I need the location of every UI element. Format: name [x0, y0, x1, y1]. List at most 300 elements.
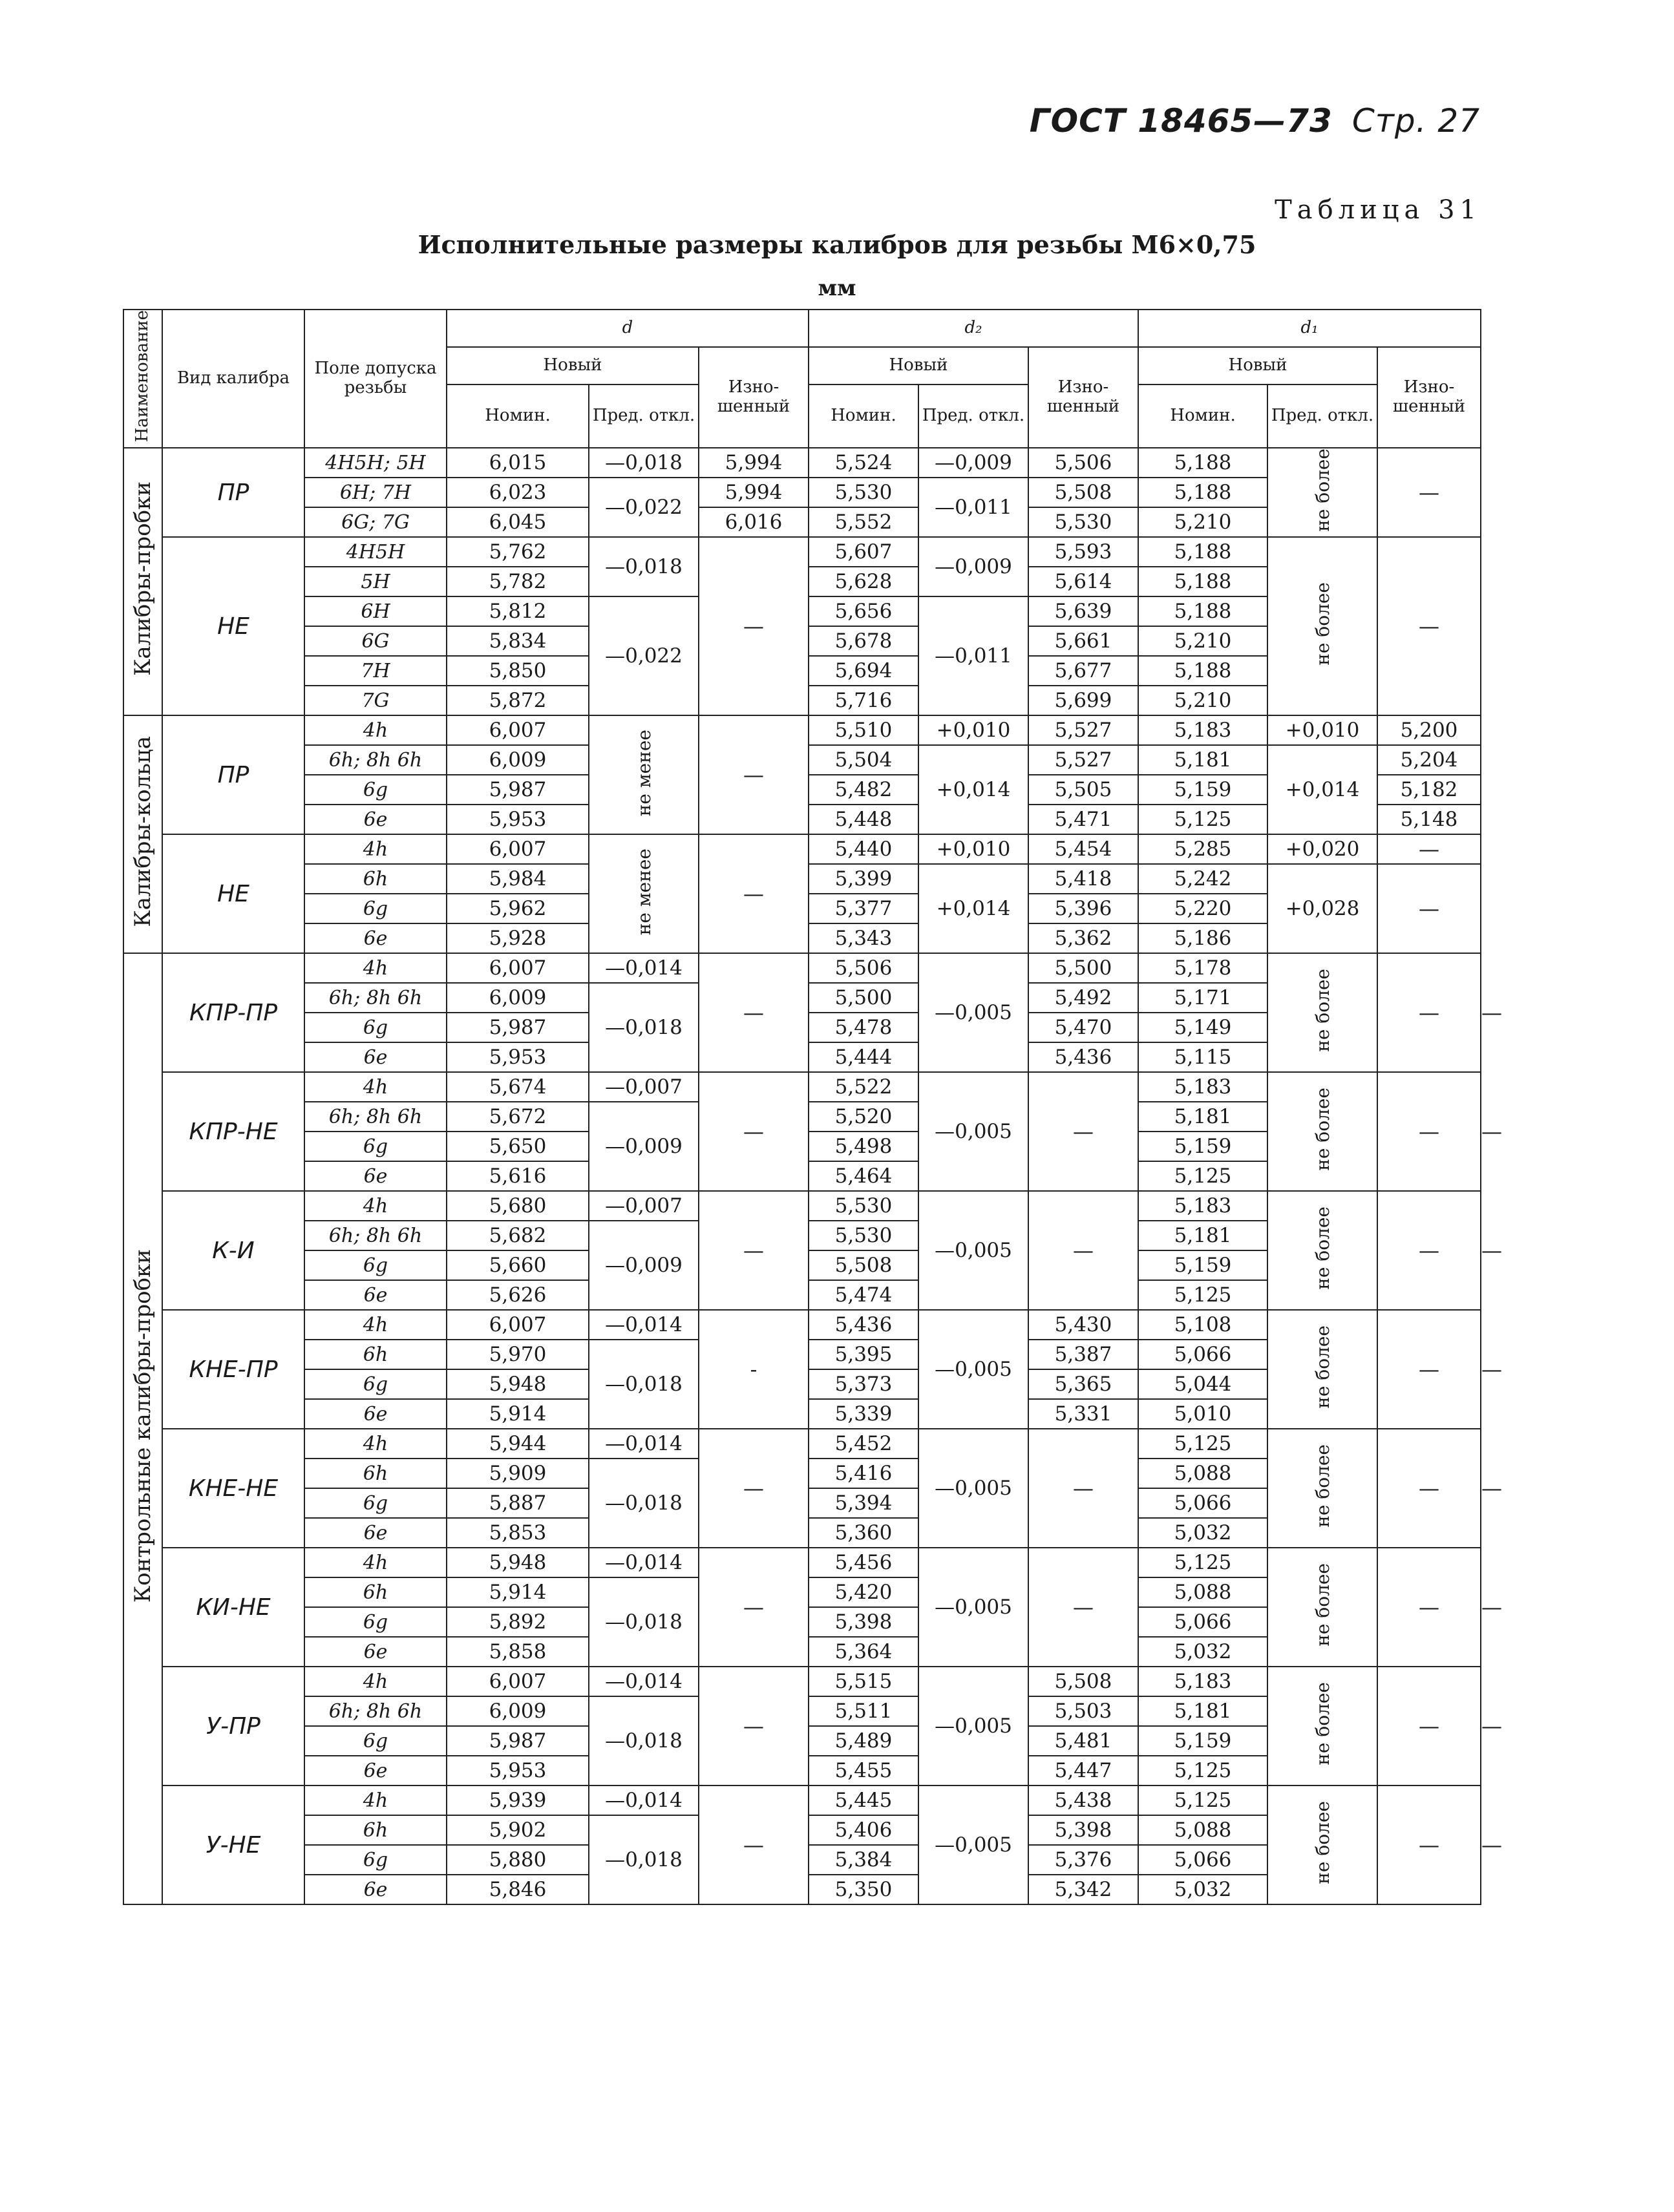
d-nominal: 6,009 — [447, 745, 589, 775]
d-nominal: 5,909 — [447, 1459, 589, 1488]
d-deviation: —0,014 — [589, 1310, 699, 1340]
d1-nominal: 5,125 — [1138, 1785, 1267, 1815]
d2-worn: 5,430 — [1028, 1310, 1138, 1340]
d2-deviation: —0,005 — [918, 953, 1028, 1072]
d1-nominal: 5,125 — [1138, 805, 1267, 834]
d1-limit-note: не более — [1267, 1667, 1377, 1785]
d-nominal: 5,962 — [447, 894, 589, 923]
table-body — [123, 448, 1503, 1904]
table-row — [123, 834, 1481, 864]
tolerance-field: 6g — [304, 1845, 447, 1875]
table-row — [123, 537, 1481, 567]
d2-nominal: 5,406 — [809, 1815, 918, 1845]
d1-nominal: 5,125 — [1138, 1429, 1267, 1459]
d1-nominal: 5,066 — [1138, 1488, 1267, 1518]
d2-nominal: 5,478 — [809, 1013, 918, 1042]
d1-nominal: 5,181 — [1138, 745, 1267, 775]
tolerance-field: 6h — [304, 1577, 447, 1607]
d-deviation: —0,018 — [589, 1459, 699, 1548]
tolerance-field: 6G — [304, 626, 447, 656]
d2-worn: 5,527 — [1028, 715, 1138, 745]
d2-worn: 5,436 — [1028, 1042, 1138, 1072]
tolerance-field: 6h; 8h 6h — [304, 745, 447, 775]
d2-nominal: 5,444 — [809, 1042, 918, 1072]
d1-nominal: 5,066 — [1138, 1845, 1267, 1875]
d-worn: 5,994 — [699, 478, 809, 507]
d2-worn: 5,661 — [1028, 626, 1138, 656]
d1-nominal: 5,149 — [1138, 1013, 1267, 1042]
d2-nominal: 5,489 — [809, 1726, 918, 1756]
col-d-header: d — [447, 310, 809, 347]
d-nominal: 6,009 — [447, 1696, 589, 1726]
d-limit-note: не менее — [589, 834, 699, 953]
d-nominal: 5,850 — [447, 656, 589, 686]
col-d1-header: d₁ — [1138, 310, 1481, 347]
d-nominal: 5,953 — [447, 1042, 589, 1072]
d2-deviation: —0,005 — [918, 1191, 1028, 1310]
d1-nominal: 5,210 — [1138, 686, 1267, 715]
d-deviation: —0,007 — [589, 1072, 699, 1102]
d1-nominal: 5,032 — [1138, 1637, 1267, 1667]
tolerance-field: 6g — [304, 1013, 447, 1042]
d-nominal: 6,007 — [447, 715, 589, 745]
gauge-kind: КПР-ПР — [162, 953, 304, 1072]
d2-nominal: 5,398 — [809, 1607, 918, 1637]
d-worn: — — [699, 1429, 809, 1548]
d2-nominal: 5,524 — [809, 448, 918, 478]
gauge-kind: НЕ — [162, 537, 304, 715]
table-row: У-ПР 4h 6,007 —0,014 — 5,515 —0,005 5,508 5,183 не более — — — [123, 1667, 1481, 1696]
tolerance-field: 6h — [304, 1815, 447, 1845]
d2-deviation: —0,009 — [918, 537, 1028, 596]
d-nominal: 5,944 — [447, 1429, 589, 1459]
d1-nominal: 5,220 — [1138, 894, 1267, 923]
d1-nominal: 5,171 — [1138, 983, 1267, 1013]
d-nominal: 6,023 — [447, 478, 589, 507]
table-row: КИ-НЕ 4h 5,948 —0,014 — 5,456 —0,005 — 5,125 не более — — — [123, 1548, 1481, 1577]
d-nominal: 5,953 — [447, 805, 589, 834]
d-nominal: 5,872 — [447, 686, 589, 715]
tolerance-field: 6g — [304, 1250, 447, 1280]
gauge-kind: У-НЕ — [162, 1785, 304, 1904]
tolerance-field: 6g — [304, 775, 447, 805]
tolerance-field: 4h — [304, 1667, 447, 1696]
d2-nominal: 5,508 — [809, 1250, 918, 1280]
group-name: Калибры-кольца — [123, 715, 162, 953]
d2-worn: 5,481 — [1028, 1726, 1138, 1756]
tolerance-field: 6e — [304, 1875, 447, 1904]
d2-nominal: 5,716 — [809, 686, 918, 715]
d2-worn: 5,500 — [1028, 953, 1138, 983]
d-nominal: 5,928 — [447, 923, 589, 953]
d2-nominal: 5,440 — [809, 834, 918, 864]
d1-nominal: 5,186 — [1138, 923, 1267, 953]
gauge-kind: КИ-НЕ — [162, 1548, 304, 1667]
d2-nominal: 5,530 — [809, 478, 918, 507]
tolerance-field: 4h — [304, 834, 447, 864]
d2-nominal: 5,420 — [809, 1577, 918, 1607]
d1-nominal: 5,183 — [1138, 715, 1267, 745]
d2-worn: 5,527 — [1028, 745, 1138, 775]
d2-nominal: 5,364 — [809, 1637, 918, 1667]
tolerance-field: 4H5H; 5H — [304, 448, 447, 478]
d2-nominal: 5,607 — [809, 537, 918, 567]
d2-nominal: 5,694 — [809, 656, 918, 686]
table-number: Таблица 31 — [1275, 195, 1481, 225]
d-deviation: —0,022 — [589, 596, 699, 715]
d2-worn: 5,470 — [1028, 1013, 1138, 1042]
gauge-kind: У-ПР — [162, 1667, 304, 1785]
tolerance-field: 4h — [304, 1429, 447, 1459]
d1-nominal: 5,181 — [1138, 1696, 1267, 1726]
d1-nominal: 5,183 — [1138, 1191, 1267, 1221]
d-nominal: 5,672 — [447, 1102, 589, 1132]
d-worn: — — [699, 537, 809, 715]
d-nominal: 5,853 — [447, 1518, 589, 1548]
d1-nominal: 5,088 — [1138, 1459, 1267, 1488]
d2-nominal: 5,456 — [809, 1548, 918, 1577]
gauge-kind: КНЕ-ПР — [162, 1310, 304, 1429]
d2-nominal: 5,482 — [809, 775, 918, 805]
d2-nominal: 5,360 — [809, 1518, 918, 1548]
page-header — [1030, 102, 1480, 140]
d2-nominal: 5,504 — [809, 745, 918, 775]
d-deviation: —0,022 — [589, 478, 699, 537]
d-deviation: —0,018 — [589, 537, 699, 596]
tolerance-field: 4h — [304, 715, 447, 745]
d-nom-header: Номин. — [447, 384, 589, 448]
unit-label: мм — [818, 275, 856, 301]
d-deviation: —0,014 — [589, 1785, 699, 1815]
d2-deviation: —0,009 — [918, 448, 1028, 478]
d-nominal: 5,674 — [447, 1072, 589, 1102]
gauge-kind: ПР — [162, 715, 304, 834]
tolerance-field: 6h; 8h 6h — [304, 1102, 447, 1132]
d2-deviation: —0,011 — [918, 596, 1028, 715]
d1-worn: — — [1377, 864, 1481, 953]
d2-new-header: Новый — [809, 347, 1028, 384]
d1-limit-note: не более — [1267, 1072, 1377, 1191]
d1-nominal: 5,044 — [1138, 1369, 1267, 1399]
d-deviation: —0,009 — [589, 1102, 699, 1191]
page-number: Стр. 27 — [1351, 102, 1480, 140]
d-nominal: 5,914 — [447, 1399, 589, 1429]
d2-nominal: 5,445 — [809, 1785, 918, 1815]
d-worn: — — [699, 1667, 809, 1785]
d2-nominal: 5,678 — [809, 626, 918, 656]
d2-deviation: —0,005 — [918, 1667, 1028, 1785]
d-dev-header: Пред. откл. — [589, 384, 699, 448]
d1-worn: 5,148 — [1377, 805, 1481, 834]
d1-nominal: 5,088 — [1138, 1815, 1267, 1845]
d2-deviation: +0,014 — [918, 745, 1028, 834]
d1-limit-note: не более — [1267, 1429, 1377, 1548]
tolerance-field: 6h — [304, 1340, 447, 1369]
d2-deviation: +0,014 — [918, 864, 1028, 953]
table-row — [123, 715, 1481, 745]
d2-nominal: 5,520 — [809, 1102, 918, 1132]
d1-nominal: 5,159 — [1138, 1726, 1267, 1756]
d2-worn: 5,447 — [1028, 1756, 1138, 1785]
col-kind-header: Вид калибра — [162, 310, 304, 448]
d1-nominal: 5,210 — [1138, 626, 1267, 656]
d1-nominal: 5,181 — [1138, 1102, 1267, 1132]
tolerance-field: 6h; 8h 6h — [304, 1221, 447, 1250]
d1-nominal: 5,188 — [1138, 478, 1267, 507]
d1-worn: — — [1377, 448, 1481, 537]
tolerance-field: 6e — [304, 923, 447, 953]
d2-worn: 5,506 — [1028, 448, 1138, 478]
d2-worn: 5,438 — [1028, 1785, 1138, 1815]
d-nominal: 5,914 — [447, 1577, 589, 1607]
d1-nominal: 5,188 — [1138, 567, 1267, 596]
d-deviation: —0,018 — [589, 448, 699, 478]
table-row: У-НЕ 4h 5,939 —0,014 — 5,445 —0,005 5,438 5,125 не более — — — [123, 1785, 1481, 1815]
d2-nominal: 5,511 — [809, 1696, 918, 1726]
d1-nominal: 5,178 — [1138, 953, 1267, 983]
d2-deviation: —0,005 — [918, 1785, 1028, 1904]
gauge-table — [123, 309, 1503, 1905]
d1-deviation: +0,028 — [1267, 864, 1377, 953]
d2-nominal: 5,464 — [809, 1161, 918, 1191]
d1-limit-note: не более — [1267, 1785, 1377, 1904]
tolerance-field: 6e — [304, 1518, 447, 1548]
gauge-kind: ПР — [162, 448, 304, 537]
tolerance-field: 6h — [304, 864, 447, 894]
d-nominal: 6,009 — [447, 983, 589, 1013]
d2-worn: — — [1028, 1072, 1138, 1191]
table-row: Контрольные калибры-пробки КПР-ПР 4h 6,007 —0,014 — 5,506 —0,005 5,500 5,178 не более — — — [123, 953, 1481, 983]
d2-nominal: 5,377 — [809, 894, 918, 923]
d1-new-header: Новый — [1138, 347, 1377, 384]
d1-limit-note: не более — [1267, 448, 1377, 537]
tolerance-field: 6e — [304, 805, 447, 834]
d1-nominal: 5,010 — [1138, 1399, 1267, 1429]
d-nominal: 5,660 — [447, 1250, 589, 1280]
d1-nominal: 5,066 — [1138, 1607, 1267, 1637]
d-nominal: 6,045 — [447, 507, 589, 537]
d2-nominal: 5,384 — [809, 1845, 918, 1875]
d-nominal: 5,939 — [447, 1785, 589, 1815]
d2-worn: 5,614 — [1028, 567, 1138, 596]
d-nominal: 6,007 — [447, 1667, 589, 1696]
d1-limit-note: не более — [1267, 537, 1377, 715]
tolerance-field: 4h — [304, 1785, 447, 1815]
d-nominal: 6,007 — [447, 953, 589, 983]
d2-nominal: 5,515 — [809, 1667, 918, 1696]
tolerance-field: 6e — [304, 1637, 447, 1667]
d-deviation: —0,018 — [589, 1340, 699, 1429]
d1-nominal: 5,159 — [1138, 775, 1267, 805]
d1-nominal: 5,066 — [1138, 1340, 1267, 1369]
d-nominal: 5,682 — [447, 1221, 589, 1250]
d2-worn: 5,331 — [1028, 1399, 1138, 1429]
d2-nominal: 5,506 — [809, 953, 918, 983]
d-deviation: —0,014 — [589, 1429, 699, 1459]
tolerance-field: 6g — [304, 1132, 447, 1161]
d-nominal: 5,762 — [447, 537, 589, 567]
col-field-header: Поле допуска резьбы — [304, 310, 447, 448]
d2-nominal: 5,530 — [809, 1221, 918, 1250]
d2-deviation: —0,011 — [918, 478, 1028, 537]
d2-nom-header: Номин. — [809, 384, 918, 448]
tolerance-field: 6g — [304, 1726, 447, 1756]
d-worn-header: Изно-шенный — [699, 347, 809, 448]
d1-nominal: 5,125 — [1138, 1756, 1267, 1785]
d-nominal: 6,007 — [447, 1310, 589, 1340]
d2-nominal: 5,628 — [809, 567, 918, 596]
d2-worn: 5,505 — [1028, 775, 1138, 805]
d-deviation: —0,014 — [589, 1548, 699, 1577]
d-new-header: Новый — [447, 347, 699, 384]
d2-worn: 5,593 — [1028, 537, 1138, 567]
d-worn: — — [699, 834, 809, 953]
d1-limit-note: не более — [1267, 1310, 1377, 1429]
d2-nominal: 5,416 — [809, 1459, 918, 1488]
tolerance-field: 7H — [304, 656, 447, 686]
tolerance-field: 6e — [304, 1756, 447, 1785]
d2-deviation: +0,010 — [918, 715, 1028, 745]
tolerance-field: 4h — [304, 1548, 447, 1577]
d1-nominal: 5,183 — [1138, 1667, 1267, 1696]
d2-nominal: 5,399 — [809, 864, 918, 894]
d2-worn: 5,418 — [1028, 864, 1138, 894]
d2-nominal: 5,373 — [809, 1369, 918, 1399]
d-worn: — — [699, 1548, 809, 1667]
d2-nominal: 5,500 — [809, 983, 918, 1013]
d1-worn-header: Изно-шенный — [1377, 347, 1481, 448]
table-row: КПР-НЕ 4h 5,674 —0,007 — 5,522 —0,005 — 5,183 не более — — — [123, 1072, 1481, 1102]
d-nominal: 5,650 — [447, 1132, 589, 1161]
d1-worn: — — [1377, 834, 1481, 864]
tolerance-field: 6e — [304, 1399, 447, 1429]
d-worn: 6,016 — [699, 507, 809, 537]
d1-nom-header: Номин. — [1138, 384, 1267, 448]
tolerance-field: 6h; 8h 6h — [304, 1696, 447, 1726]
d-nominal: 5,680 — [447, 1191, 589, 1221]
d2-worn: 5,454 — [1028, 834, 1138, 864]
d-nominal: 5,970 — [447, 1340, 589, 1369]
d2-nominal: 5,510 — [809, 715, 918, 745]
gauge-kind: КПР-НЕ — [162, 1072, 304, 1191]
tolerance-field: 5H — [304, 567, 447, 596]
tolerance-field: 6g — [304, 894, 447, 923]
tolerance-field: 7G — [304, 686, 447, 715]
d-nominal: 5,846 — [447, 1875, 589, 1904]
d2-worn: — — [1028, 1429, 1138, 1548]
d1-worn: — — [1377, 537, 1481, 715]
d2-nominal: 5,522 — [809, 1072, 918, 1102]
d1-nominal: 5,181 — [1138, 1221, 1267, 1250]
d-nominal: 5,984 — [447, 864, 589, 894]
d2-nominal: 5,350 — [809, 1875, 918, 1904]
d2-nominal: 5,395 — [809, 1340, 918, 1369]
d2-worn: 5,362 — [1028, 923, 1138, 953]
tolerance-field: 6h; 8h 6h — [304, 983, 447, 1013]
d2-worn: 5,471 — [1028, 805, 1138, 834]
d-worn: 5,994 — [699, 448, 809, 478]
d2-worn: 5,492 — [1028, 983, 1138, 1013]
d2-nominal: 5,530 — [809, 1191, 918, 1221]
d1-deviation: +0,020 — [1267, 834, 1377, 864]
col-name-header: Наименование — [123, 310, 162, 448]
d1-nominal: 5,159 — [1138, 1132, 1267, 1161]
d1-nominal: 5,032 — [1138, 1875, 1267, 1904]
d-worn: — — [699, 715, 809, 834]
d1-nominal: 5,125 — [1138, 1280, 1267, 1310]
group-name: Контрольные калибры-пробки — [123, 953, 162, 1904]
d1-nominal: 5,242 — [1138, 864, 1267, 894]
d2-worn: — — [1028, 1191, 1138, 1310]
d-nominal: 5,987 — [447, 775, 589, 805]
gauge-kind: К-И — [162, 1191, 304, 1310]
d2-nominal: 5,343 — [809, 923, 918, 953]
d1-nominal: 5,210 — [1138, 507, 1267, 537]
d2-nominal: 5,474 — [809, 1280, 918, 1310]
d2-worn: 5,365 — [1028, 1369, 1138, 1399]
tolerance-field: 6g — [304, 1369, 447, 1399]
d-nominal: 5,834 — [447, 626, 589, 656]
d-nominal: 5,887 — [447, 1488, 589, 1518]
d2-nominal: 5,436 — [809, 1310, 918, 1340]
tolerance-field: 6g — [304, 1607, 447, 1637]
tolerance-field: 6e — [304, 1161, 447, 1191]
d-deviation: —0,018 — [589, 1577, 699, 1667]
d1-nominal: 5,032 — [1138, 1518, 1267, 1548]
d2-deviation: —0,005 — [918, 1548, 1028, 1667]
d1-limit-note: не более — [1267, 1191, 1377, 1310]
tolerance-field: 4h — [304, 953, 447, 983]
d2-nominal: 5,394 — [809, 1488, 918, 1518]
d-deviation: —0,014 — [589, 953, 699, 983]
d1-nominal: 5,108 — [1138, 1310, 1267, 1340]
d2-worn: 5,677 — [1028, 656, 1138, 686]
d-nominal: 5,616 — [447, 1161, 589, 1191]
d2-worn: 5,387 — [1028, 1340, 1138, 1369]
d2-nominal: 5,498 — [809, 1132, 918, 1161]
d1-deviation: — — [1377, 1667, 1481, 1785]
d-nominal: 5,812 — [447, 596, 589, 626]
d1-nominal: 5,125 — [1138, 1161, 1267, 1191]
d-deviation: —0,014 — [589, 1667, 699, 1696]
d-nominal: 5,987 — [447, 1013, 589, 1042]
d2-nominal: 5,339 — [809, 1399, 918, 1429]
d-limit-note: не менее — [589, 715, 699, 834]
d1-nominal: 5,188 — [1138, 448, 1267, 478]
d2-worn: 5,639 — [1028, 596, 1138, 626]
d1-deviation: — — [1377, 1310, 1481, 1429]
d2-worn: 5,699 — [1028, 686, 1138, 715]
tolerance-field: 4H5H — [304, 537, 447, 567]
d1-worn: 5,182 — [1377, 775, 1481, 805]
d1-nominal: 5,159 — [1138, 1250, 1267, 1280]
d1-nominal: 5,285 — [1138, 834, 1267, 864]
d1-deviation: — — [1377, 1191, 1481, 1310]
d-nominal: 5,948 — [447, 1369, 589, 1399]
d2-worn: 5,342 — [1028, 1875, 1138, 1904]
tolerance-field: 6e — [304, 1280, 447, 1310]
d1-dev-header: Пред. откл. — [1267, 384, 1377, 448]
d1-deviation: — — [1377, 1785, 1481, 1904]
d2-nominal: 5,448 — [809, 805, 918, 834]
d2-worn: 5,508 — [1028, 1667, 1138, 1696]
d-worn: — — [699, 1191, 809, 1310]
d2-worn: 5,530 — [1028, 507, 1138, 537]
d1-worn: 5,204 — [1377, 745, 1481, 775]
d-worn: — — [699, 1785, 809, 1904]
d-deviation: —0,018 — [589, 1696, 699, 1785]
d1-nominal: 5,188 — [1138, 656, 1267, 686]
